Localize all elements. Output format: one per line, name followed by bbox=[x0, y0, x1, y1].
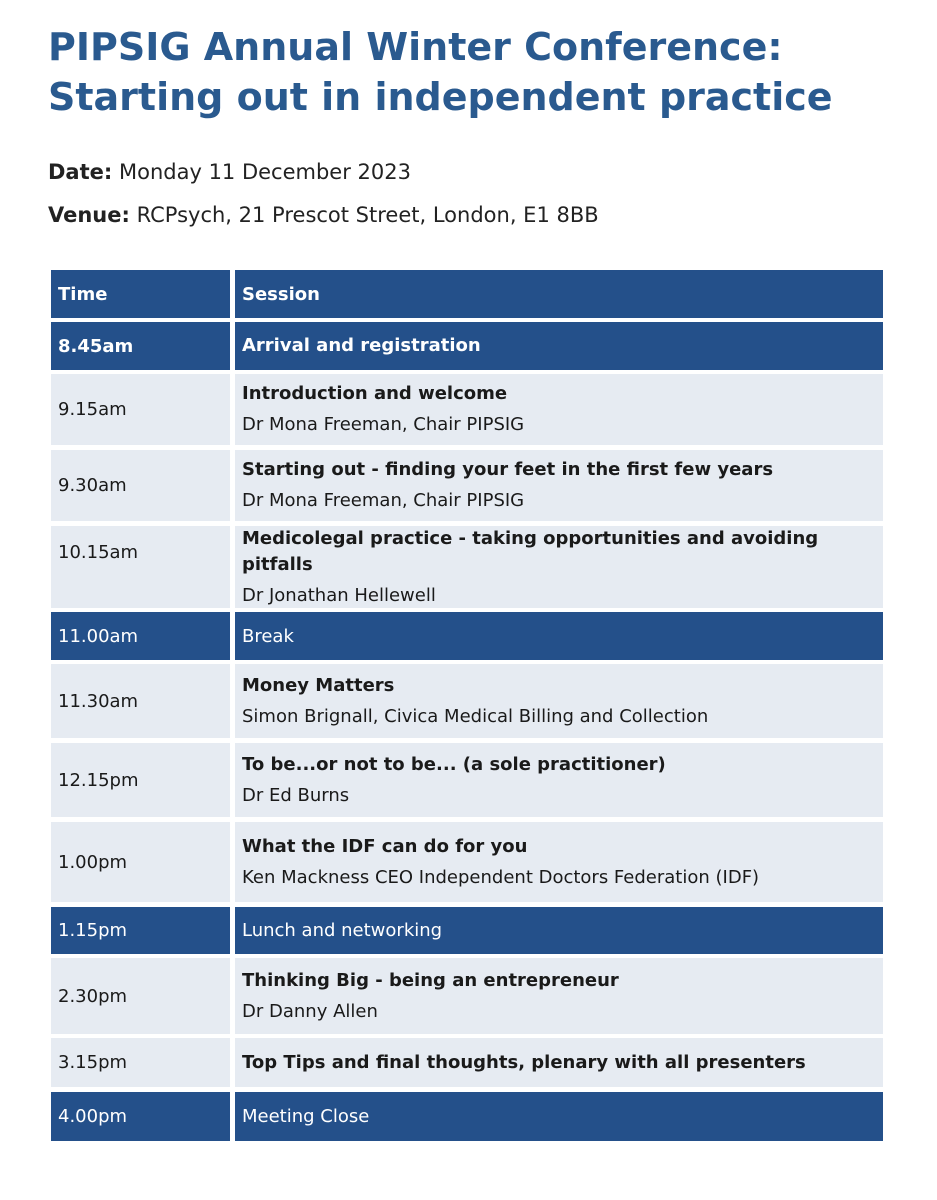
session-title: Break bbox=[242, 625, 294, 647]
table-row bbox=[48, 958, 884, 1034]
row-session bbox=[235, 664, 883, 738]
event-date bbox=[48, 158, 411, 186]
header-time: Time bbox=[51, 270, 230, 318]
row-time: 9.30am bbox=[51, 450, 230, 521]
session-title: Starting out - finding your feet in the first few years bbox=[242, 459, 774, 480]
session-title: Medicolegal practice - taking opportunities and avoiding pitfalls bbox=[242, 527, 819, 575]
row-time: 1.15pm bbox=[51, 907, 230, 954]
row-session bbox=[235, 958, 883, 1034]
session-title: Arrival and registration bbox=[242, 335, 481, 356]
venue-value: RCPsych, 21 Prescot Street, London, E1 8BB bbox=[136, 203, 599, 227]
row-time: 4.00pm bbox=[51, 1092, 230, 1141]
session-title: What the IDF can do for you bbox=[242, 835, 528, 857]
session-speaker: Simon Brignall, Civica Medical Billing and Collection bbox=[242, 705, 709, 727]
session-title: To be...or not to be... (a sole practitioner) bbox=[242, 753, 666, 775]
header-session: Session bbox=[235, 270, 883, 318]
row-session bbox=[235, 450, 883, 521]
session-speaker: Dr Jonathan Hellewell bbox=[242, 584, 436, 606]
session-title: Meeting Close bbox=[242, 1106, 370, 1127]
row-session bbox=[235, 1092, 883, 1141]
table-row bbox=[48, 322, 884, 370]
row-session bbox=[235, 322, 883, 370]
row-time: 12.15pm bbox=[51, 743, 230, 817]
table-row bbox=[48, 664, 884, 738]
venue-label: Venue: bbox=[48, 203, 130, 227]
row-session bbox=[235, 907, 883, 954]
table-row bbox=[48, 1038, 884, 1087]
row-session bbox=[235, 526, 883, 608]
session-title: Introduction and welcome bbox=[242, 383, 508, 404]
event-venue bbox=[48, 201, 599, 229]
table-row bbox=[48, 1092, 884, 1141]
row-time: 10.15am bbox=[51, 526, 230, 608]
row-session bbox=[235, 743, 883, 817]
row-session bbox=[235, 1038, 883, 1087]
row-session bbox=[235, 822, 883, 902]
table-header bbox=[48, 270, 884, 318]
title-line-1: PIPSIG Annual Winter Conference: bbox=[48, 25, 783, 69]
page-title bbox=[48, 22, 833, 122]
table-row bbox=[48, 743, 884, 817]
row-time: 11.00am bbox=[51, 612, 230, 660]
session-speaker: Dr Danny Allen bbox=[242, 1000, 378, 1022]
table-row bbox=[48, 612, 884, 660]
row-time: 8.45am bbox=[51, 322, 230, 370]
row-time: 1.00pm bbox=[51, 822, 230, 902]
row-time: 9.15am bbox=[51, 374, 230, 445]
table-row bbox=[48, 450, 884, 521]
table-row bbox=[48, 526, 884, 608]
session-speaker: Dr Ed Burns bbox=[242, 784, 350, 806]
row-time: 2.30pm bbox=[51, 958, 230, 1034]
session-speaker: Dr Mona Freeman, Chair PIPSIG bbox=[242, 490, 525, 511]
row-session bbox=[235, 374, 883, 445]
table-row bbox=[48, 907, 884, 954]
row-session bbox=[235, 612, 883, 660]
session-speaker: Ken Mackness CEO Independent Doctors Federation (IDF) bbox=[242, 866, 760, 888]
session-title: Top Tips and final thoughts, plenary with all presenters bbox=[242, 1051, 806, 1073]
title-line-2: Starting out in independent practice bbox=[48, 75, 833, 119]
session-title: Thinking Big - being an entrepreneur bbox=[242, 969, 619, 991]
row-time: 11.30am bbox=[51, 664, 230, 738]
session-speaker: Dr Mona Freeman, Chair PIPSIG bbox=[242, 414, 525, 435]
table-row bbox=[48, 822, 884, 902]
session-title: Lunch and networking bbox=[242, 920, 443, 941]
date-label: Date: bbox=[48, 160, 113, 184]
date-value: Monday 11 December 2023 bbox=[118, 160, 411, 184]
table-row bbox=[48, 374, 884, 445]
row-time: 3.15pm bbox=[51, 1038, 230, 1087]
session-title: Money Matters bbox=[242, 674, 395, 696]
